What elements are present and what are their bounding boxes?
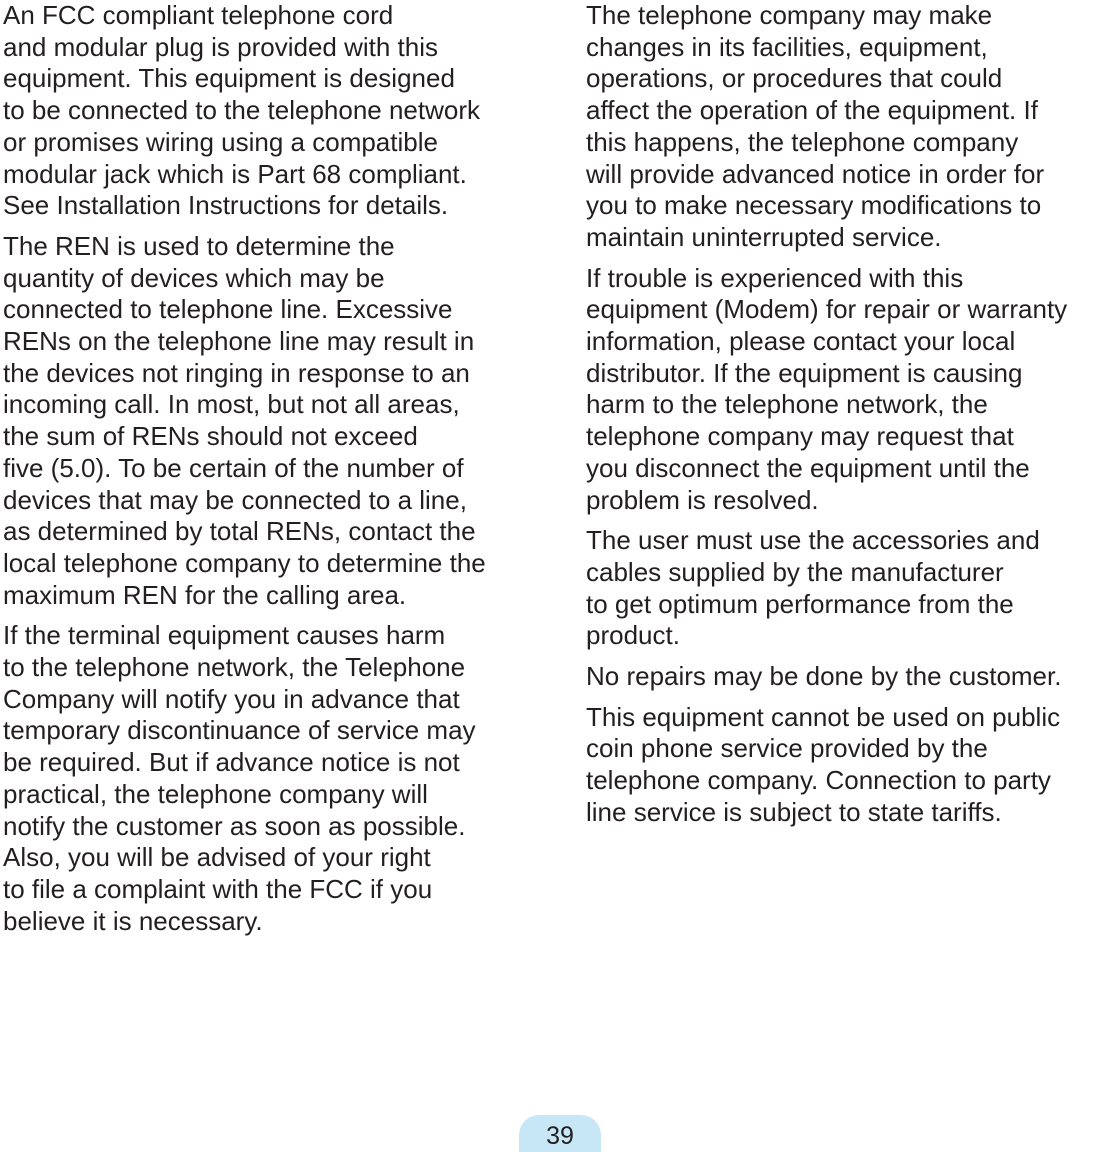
text-line: telephone company may request that	[586, 421, 1014, 452]
paragraph-harm-notice	[3, 620, 543, 937]
text-line: This equipment cannot be used on public	[586, 701, 1061, 732]
text-line: you disconnect the equipment until the	[586, 452, 1030, 483]
text-line: notify the customer as soon as possible.	[3, 810, 466, 841]
text-line: or promises wiring using a compatible	[3, 126, 438, 157]
right-column	[586, 0, 1116, 838]
text-line: the devices not ringing in response to an	[3, 357, 470, 388]
text-line: line service is subject to state tariffs.	[586, 796, 1002, 827]
text-line: An FCC compliant telephone cord	[3, 0, 394, 30]
text-line: maintain uninterrupted service.	[586, 221, 942, 252]
left-column	[3, 0, 543, 946]
text-line: five (5.0). To be certain of the number of	[3, 452, 464, 483]
paragraph-facility-changes	[586, 0, 1116, 254]
text-line: to file a complaint with the FCC if you	[3, 873, 433, 904]
text-line: temporary discontinuance of service may	[3, 715, 476, 746]
text-line: devices that may be connected to a line,	[3, 484, 467, 515]
text-line: information, please contact your local	[586, 326, 1016, 357]
text-line: will provide advanced notice in order for	[586, 158, 1045, 189]
text-line: See Installation Instructions for details.	[3, 190, 449, 221]
text-line: incoming call. In most, but not all areas,	[3, 389, 460, 420]
text-line: cables supplied by the manufacturer	[586, 556, 1004, 587]
text-line: to the telephone network, the Telephone	[3, 652, 466, 683]
text-line: RENs on the telephone line may result in	[3, 326, 475, 357]
text-line: modular jack which is Part 68 compliant.	[3, 158, 467, 189]
text-line: The telephone company may make	[586, 0, 993, 30]
text-line: operations, or procedures that could	[586, 63, 1003, 94]
text-line: and modular plug is provided with this	[3, 31, 439, 62]
text-line: quantity of devices which may be	[3, 262, 385, 293]
text-line: harm to the telephone network, the	[586, 389, 988, 420]
text-line: affect the operation of the equipment. If	[586, 95, 1038, 126]
text-line: distributor. If the equipment is causing	[586, 357, 1023, 388]
text-line: equipment (Modem) for repair or warranty	[586, 294, 1068, 325]
text-line: connected to telephone line. Excessive	[3, 294, 453, 325]
text-line: product.	[586, 620, 680, 651]
page-number: 39	[546, 1122, 574, 1150]
text-line: problem is resolved.	[586, 484, 819, 515]
text-line: to get optimum performance from the	[586, 588, 1014, 619]
text-line: to be connected to the telephone network	[3, 95, 481, 126]
text-line: as determined by total RENs, contact the	[3, 516, 476, 547]
text-line: Company will notify you in advance that	[3, 683, 460, 714]
paragraph-coin-phone	[586, 702, 1116, 829]
paragraph-accessories	[586, 525, 1116, 652]
text-line: If trouble is experienced with this	[586, 262, 964, 293]
text-line: Also, you will be advised of your right	[3, 842, 431, 873]
text-line: No repairs may be done by the customer.	[586, 661, 1062, 692]
text-line: equipment. This equipment is designed	[3, 63, 455, 94]
text-line: changes in its facilities, equipment,	[586, 31, 988, 62]
page-number-badge	[519, 1115, 601, 1152]
text-line: be required. But if advance notice is not	[3, 747, 460, 778]
paragraph-fcc-cord	[3, 0, 543, 222]
text-line: practical, the telephone company will	[3, 778, 428, 809]
text-line: telephone company. Connection to party	[586, 765, 1051, 796]
text-line: the sum of RENs should not exceed	[3, 421, 418, 452]
text-line: The user must use the accessories and	[586, 525, 1040, 556]
text-line: coin phone service provided by the	[586, 733, 988, 764]
text-line: believe it is necessary.	[3, 905, 263, 936]
paragraph-no-repairs	[586, 661, 1116, 693]
text-line: local telephone company to determine the	[3, 547, 486, 578]
text-line: The REN is used to determine the	[3, 230, 395, 261]
paragraph-ren	[3, 231, 543, 611]
text-line: you to make necessary modifications to	[586, 190, 1042, 221]
text-line: this happens, the telephone company	[586, 126, 1019, 157]
text-line: maximum REN for the calling area.	[3, 579, 407, 610]
text-line: If the terminal equipment causes harm	[3, 620, 446, 651]
paragraph-trouble	[586, 263, 1116, 517]
